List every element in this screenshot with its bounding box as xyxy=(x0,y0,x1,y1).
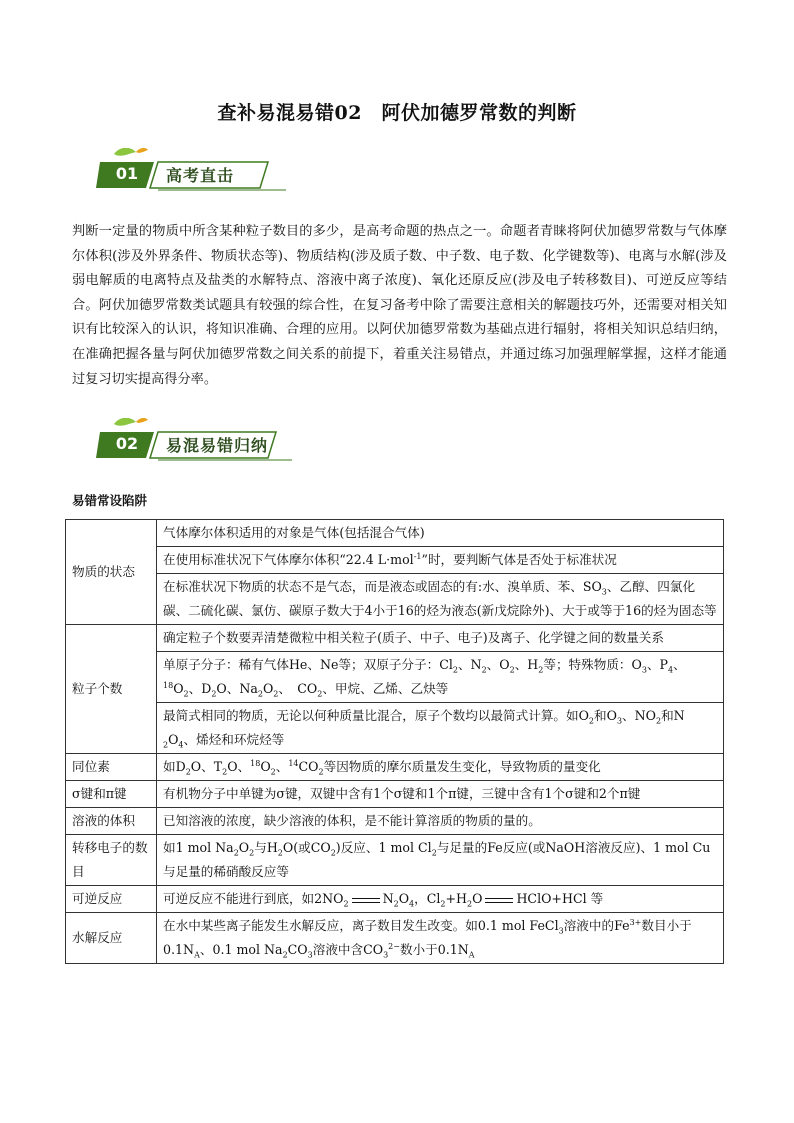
content-cell: 在水中某些离子能发生水解反应，离子数目发生改变。如0.1 mol FeCl$_3$溶液中的$Fe^{3+}$数目小于$0.1N_A$、0.1 mol $Na_2CO_3$溶液中含$CO_3^{2-}$数小于$0.1N_A$ xyxy=(157,913,724,964)
category-cell: 水解反应 xyxy=(66,913,157,964)
category-cell: 可逆反应 xyxy=(66,886,157,913)
content-cell: 已知溶液的浓度，缺少溶液的体积，是不能计算溶质的物质的量的。 xyxy=(157,808,724,835)
content-cell: 如1 mol $Na_2O_2$与$H_2O$(或$CO_2$)反应、1 mol $Cl_2$与足量的Fe反应(或NaOH溶液反应)、1 mol Cu与足量的稀硝酸反应等 xyxy=(157,835,724,886)
section-number: 02 xyxy=(115,434,139,453)
content-cell: 单原子分子：稀有气体He、Ne等；双原子分子：$Cl_2$、$N_2$、$O_2$、$H_2$等；特殊物质：$O_3$、$P_4$、 $^{18}O_2$、$D_2O$、$Na_2O_2$、 $CO_2$、甲烷、乙烯、乙炔等 xyxy=(157,652,724,703)
table-row xyxy=(66,781,724,808)
content-cell: 可逆反应不能进行到底，如$2NO_2$ $N_2O_4$，$Cl_2+H_2O$ HClO+HCl 等 xyxy=(157,886,724,913)
category-cell: 物质的状态 xyxy=(66,520,157,625)
content-cell: 确定粒子个数要弄清楚微粒中相关粒子(质子、中子、电子)及离子、化学键之间的数量关系 xyxy=(157,625,724,652)
section-header-2 xyxy=(96,418,296,462)
table-row xyxy=(66,808,724,835)
section-title: 易混易错归纳 xyxy=(166,436,269,455)
traps-table xyxy=(65,519,724,964)
table-row xyxy=(66,754,724,781)
equilibrium-arrow-icon xyxy=(352,896,380,904)
category-cell: 同位素 xyxy=(66,754,157,781)
table-row xyxy=(66,703,724,754)
sub-heading: 易错常设陷阱 xyxy=(72,493,148,508)
content-cell: 气体摩尔体积适用的对象是气体(包括混合气体) xyxy=(157,520,724,547)
content-cell: 在使用标准状况下气体摩尔体积“22.4 L·mol$^{-1}$”时，要判断气体是否处于标准状况 xyxy=(157,547,724,574)
category-cell: 溶液的体积 xyxy=(66,808,157,835)
intro-paragraph xyxy=(72,220,727,392)
table-row xyxy=(66,886,724,913)
table-row xyxy=(66,913,724,964)
section-header-1 xyxy=(96,148,296,192)
table-row xyxy=(66,625,724,652)
content-cell: 在标准状况下物质的状态不是气态，而是液态或固态的有:水、溴单质、苯、$SO_3$、乙醇、四氯化碳、二硫化碳、氯仿、碳原子数大于4小于16的烃为液态(新戊烷除外)、大于或等于16的烃为固态等 xyxy=(157,574,724,625)
intro-text: 判断一定量的物质中所含某种粒子数目的多少，是高考命题的热点之一。命题者青睐将阿伏加德罗常数与气体摩尔体积(涉及外界条件、物质状态等)、物质结构(涉及质子数、中子数、电子数、化学键数等)、电离与水解(涉及弱电解质的电离特点及盐类的水解特点、溶液中离子浓度)、氧化还原反应(涉及电子转移数目)、可逆反应等结合。阿伏加德罗常数类试题具有较强的综合性，在复习备考中除了需要注意相关的解题技巧外，还需要对相关知识有比较深入的认识，将知识准确、合理的应用。以阿伏加德罗常数为基础点进行辐射，将相关知识总结归纳，在准确把握各量与阿伏加德罗常数之间关系的前提下，着重关注易错点，并通过练习加强理解掌握，这样才能通过复习切实提高得分率。 xyxy=(72,224,727,387)
table-row xyxy=(66,547,724,574)
category-cell: 转移电子的数目 xyxy=(66,835,157,886)
table-row xyxy=(66,835,724,886)
section-number: 01 xyxy=(115,164,139,183)
category-cell: σ键和π键 xyxy=(66,781,157,808)
content-cell: 如$D_2O$、$T_2O$、$^{18}O_2$、$^{14}CO_2$等因物质的摩尔质量发生变化，导致物质的量变化 xyxy=(157,754,724,781)
section-title: 高考直击 xyxy=(166,166,235,185)
table-row xyxy=(66,520,724,547)
page-title: 查补易混易错02 阿伏加德罗常数的判断 xyxy=(217,102,577,124)
table-row xyxy=(66,652,724,703)
content-cell: 最简式相同的物质，无论以何种质量比混合，原子个数均以最简式计算。如$O_2$和$O_3$、$NO_2$和N $_2O_4$、烯烃和环烷烃等 xyxy=(157,703,724,754)
content-cell: 有机物分子中单键为σ键，双键中含有1个σ键和1个π键，三键中含有1个σ键和2个π键 xyxy=(157,781,724,808)
table-row xyxy=(66,574,724,625)
equilibrium-arrow-icon xyxy=(485,896,513,904)
category-cell: 粒子个数 xyxy=(66,625,157,754)
